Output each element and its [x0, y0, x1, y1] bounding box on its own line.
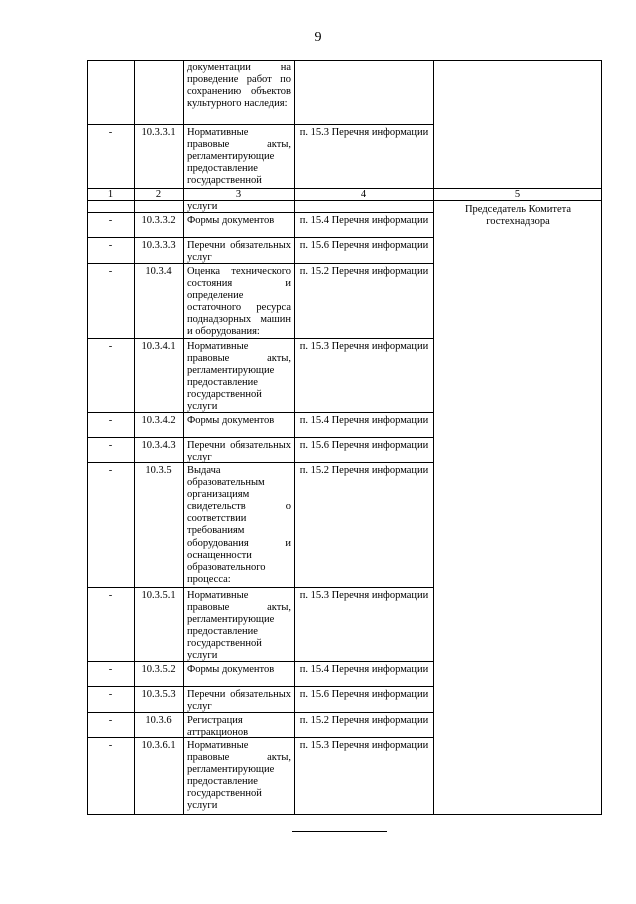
row-description: Нормативные правовые акты, регламентирующие предоставление государственной услуги — [187, 740, 291, 812]
header-col-2: 2 — [155, 189, 162, 200]
row-marker: - — [108, 689, 113, 700]
top-fragment-text: документации на проведение работ по сохранению объектов культурного наследия: — [187, 62, 291, 110]
row-reference: п. 15.6 Перечня информации — [299, 440, 429, 451]
row-reference: п. 15.2 Перечня информации — [299, 465, 429, 476]
row-number: 10.3.4.1 — [141, 341, 176, 352]
row-number: 10.3.3.2 — [141, 215, 176, 226]
row-reference: п. 15.6 Перечня информации — [299, 689, 429, 700]
row-marker: - — [108, 715, 113, 726]
row-description: Регистрация аттракционов — [187, 715, 249, 739]
row-reference: п. 15.3 Перечня информации — [299, 127, 429, 138]
continuation-text: услуги — [187, 201, 218, 212]
row-divider — [87, 124, 433, 125]
row-description: Перечни обязательных услуг — [187, 689, 291, 713]
row-description: Перечни обязательных услуг — [187, 240, 291, 264]
row-marker: - — [108, 590, 113, 601]
row-reference: п. 15.4 Перечня информации — [299, 415, 429, 426]
row-marker: - — [108, 664, 113, 675]
row-description: Нормативные правовые акты, регламентирующие предоставление государственной услуги — [187, 590, 291, 662]
row-marker: - — [108, 415, 113, 426]
row-number: 10.3.6.1 — [141, 740, 176, 751]
row-description: Нормативные правовые акты, регламентирующие предоставление государственной — [187, 127, 291, 187]
row-reference: п. 15.2 Перечня информации — [299, 715, 429, 726]
row-reference: п. 15.3 Перечня информации — [299, 590, 429, 601]
footer-separator-line — [292, 831, 387, 832]
page-number: 9 — [314, 30, 322, 45]
row-number: 10.3.3.3 — [141, 240, 176, 251]
row-marker: - — [108, 440, 113, 451]
row-number: 10.3.3.1 — [141, 127, 176, 138]
row-marker: - — [108, 740, 113, 751]
row-marker: - — [108, 127, 113, 138]
row-description: Формы документов — [187, 664, 275, 675]
row-description: Перечни обязательных услуг — [187, 440, 291, 464]
row-marker: - — [108, 341, 113, 352]
row-description: Оценка технического состояния и определение остаточного ресурса поднадзорных машин и оборудования: — [187, 266, 291, 338]
row-divider — [87, 587, 433, 588]
row-reference: п. 15.4 Перечня информации — [299, 664, 429, 675]
row-reference: п. 15.3 Перечня информации — [299, 740, 429, 751]
row-marker: - — [108, 266, 113, 277]
row-number: 10.3.4 — [145, 266, 172, 277]
row-number: 10.3.5.3 — [141, 689, 176, 700]
row-description: Нормативные правовые акты, регламентирующие предоставление государственной услуги — [187, 341, 291, 413]
row-number: 10.3.5 — [145, 465, 172, 476]
row-divider — [87, 237, 433, 238]
row-number: 10.3.5.2 — [141, 664, 176, 675]
responsible-person: Председатель Комитета гостехнадзора — [464, 204, 572, 228]
header-col-1: 1 — [107, 189, 114, 200]
row-number: 10.3.6 — [145, 715, 172, 726]
row-reference: п. 15.3 Перечня информации — [299, 341, 429, 352]
header-col-3: 3 — [235, 189, 242, 200]
row-reference: п. 15.2 Перечня информации — [299, 266, 429, 277]
row-description: Формы документов — [187, 215, 275, 226]
row-description: Выдача образовательным организациям свидетельств о соответствии требованиям оборудования и оснащенности образовательного процесса: — [187, 465, 291, 585]
row-marker: - — [108, 240, 113, 251]
row-divider — [87, 686, 433, 687]
row-number: 10.3.5.1 — [141, 590, 176, 601]
row-divider — [87, 437, 433, 438]
row-reference: п. 15.6 Перечня информации — [299, 240, 429, 251]
row-reference: п. 15.4 Перечня информации — [299, 215, 429, 226]
row-marker: - — [108, 215, 113, 226]
header-col-5: 5 — [514, 189, 521, 200]
row-marker: - — [108, 465, 113, 476]
column-divider — [433, 60, 434, 815]
row-number: 10.3.4.3 — [141, 440, 176, 451]
document-table — [87, 60, 602, 815]
row-number: 10.3.4.2 — [141, 415, 176, 426]
header-col-4: 4 — [360, 189, 367, 200]
row-description: Формы документов — [187, 415, 275, 426]
